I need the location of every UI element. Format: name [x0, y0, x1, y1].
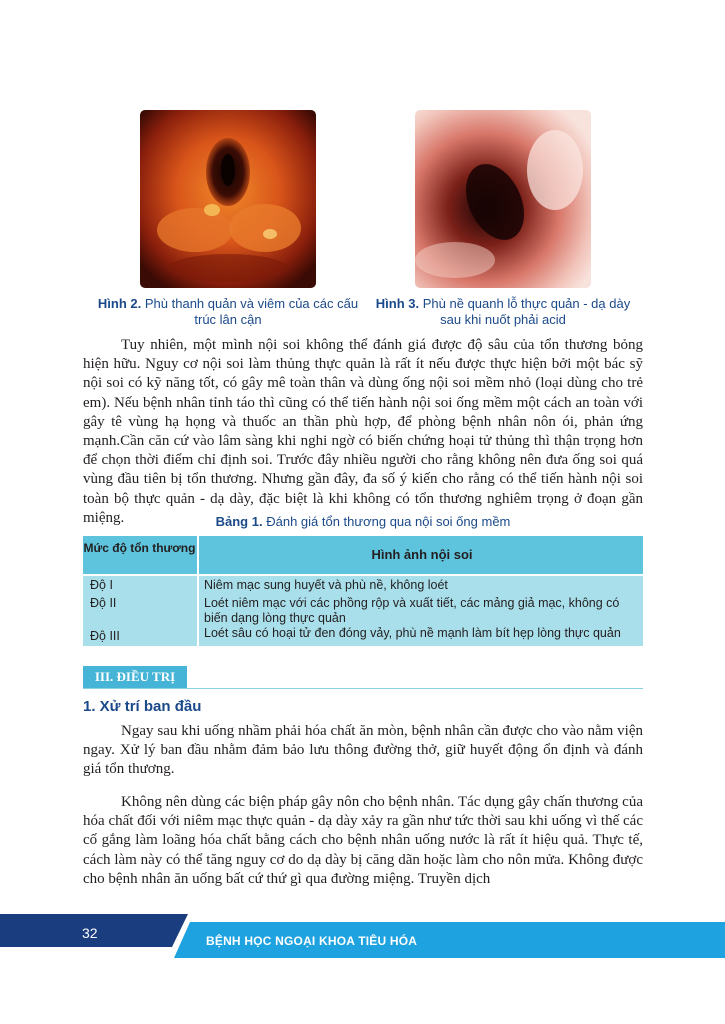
table-label: Bảng 1. [215, 514, 263, 529]
table-cell-grade: Độ III [90, 629, 120, 643]
figure-laryngeal-edema-image [140, 110, 316, 288]
table-cell-findings: Loét niêm mạc với các phồng rộp và xuất tiết, các mảng giả mạc, không có biến dạng lòng thực quản [204, 596, 620, 625]
table-header-row [83, 536, 643, 574]
figure-2-label: Hình 2. [97, 296, 142, 311]
subsection-heading: 1. Xử trí ban đầu [83, 698, 202, 715]
figure-esophageal-edema-image [415, 110, 591, 288]
paragraph-initial-management: Ngay sau khi uống nhầm phải hóa chất ăn mòn, bệnh nhân cần được cho vào nằm viện ngay. Xử lý ban đầu nhằm đảm bảo lưu thông đường thở, giữ huyết động ổn định và đánh giá tổn thương. [83, 723, 643, 778]
table-cell-grade: Độ I [90, 578, 113, 592]
table-column-divider [197, 536, 199, 646]
table-cell-findings: Niêm mạc sung huyết và phù nề, không loét [204, 578, 448, 592]
figure-3-caption-text: Phù nề quanh lỗ thực quản - dạ dày sau khi nuốt phải acid [422, 296, 631, 327]
table-title [83, 514, 643, 529]
page-number: 32 [82, 925, 98, 941]
paragraph-no-emesis: Không nên dùng các biện pháp gây nôn cho bệnh nhân. Tác dụng gây chấn thương của hóa chất đối với niêm mạc thực quản - dạ dày xảy ra gần như tức thời sau khi uống vì thế các cố gắng làm loãng hóa chất bằng cách cho bệnh nhân uống nước là rất ít hiệu quả. Thực tế, cách làm này có thể tăng nguy cơ do dạ dày bị căng dãn hoặc làm cho nôn mửa. Không được cho bệnh nhân ăn uống bất cứ thứ gì qua đường miệng. Truyền dịch [83, 794, 643, 887]
figure-3-caption [368, 296, 638, 328]
table-header-findings: Hình ảnh nội soi [371, 547, 473, 562]
figure-3-label: Hình 3. [375, 296, 420, 311]
figure-2-caption-text: Phù thanh quản và viêm của các cấu trúc lân cận [144, 296, 359, 327]
table-title-text: Đánh giá tổn thương qua nội soi ống mềm [266, 514, 511, 529]
paragraph-endoscopy-risk: Tuy nhiên, một mình nội soi không thể đánh giá được độ sâu của tổn thương bỏng hiện hữu. Nguy cơ nội soi làm thủng thực quản là rất ít nếu được thực hiện bởi một bác sỹ nội soi có kỹ năng tốt, có gây mê toàn thân và dùng ống nội soi mềm nhỏ (loại dùng cho trẻ em). Nếu bệnh nhân tỉnh táo thì cũng có thể tiến hành nội soi ống mềm một cách an toàn với gây tê vùng hạ họng và thuốc an thần phù hợp, để phòng bệnh nhân nôn ói, phản ứng mạnh.Cần căn cứ vào lâm sàng khi nghi ngờ có biến chứng hoại tử thủng thì thận trọng hơn để chọn thời điểm chỉ định soi. Trước đây nhiều người cho rằng không nên đưa ống soi quá vùng đầu tiên bị tổn thương. Nhưng gần đây, đa số ý kiến cho rằng có thể tiến hành nội soi toàn bộ thực quản - dạ dày, đặc biệt là khi không có tổn thương nghiêm trọng ở đoạn gần miệng. [83, 337, 643, 526]
table-cell-grade: Độ II [90, 596, 117, 610]
book-title: BỆNH HỌC NGOẠI KHOA TIÊU HÓA [206, 934, 418, 948]
figure-2-caption [93, 296, 363, 328]
section-heading-bar [83, 664, 643, 689]
table-cell-findings: Loét sâu có hoại tử đen đóng vảy, phù nề mạnh làm bít hẹp lòng thực quản [204, 626, 621, 640]
table-header-divider [83, 574, 643, 576]
table-header-grade: Mức độ tổn thương [83, 541, 196, 555]
section-heading: III. ĐIỀU TRỊ [83, 666, 187, 688]
endoscopy-grading-table [83, 536, 643, 646]
